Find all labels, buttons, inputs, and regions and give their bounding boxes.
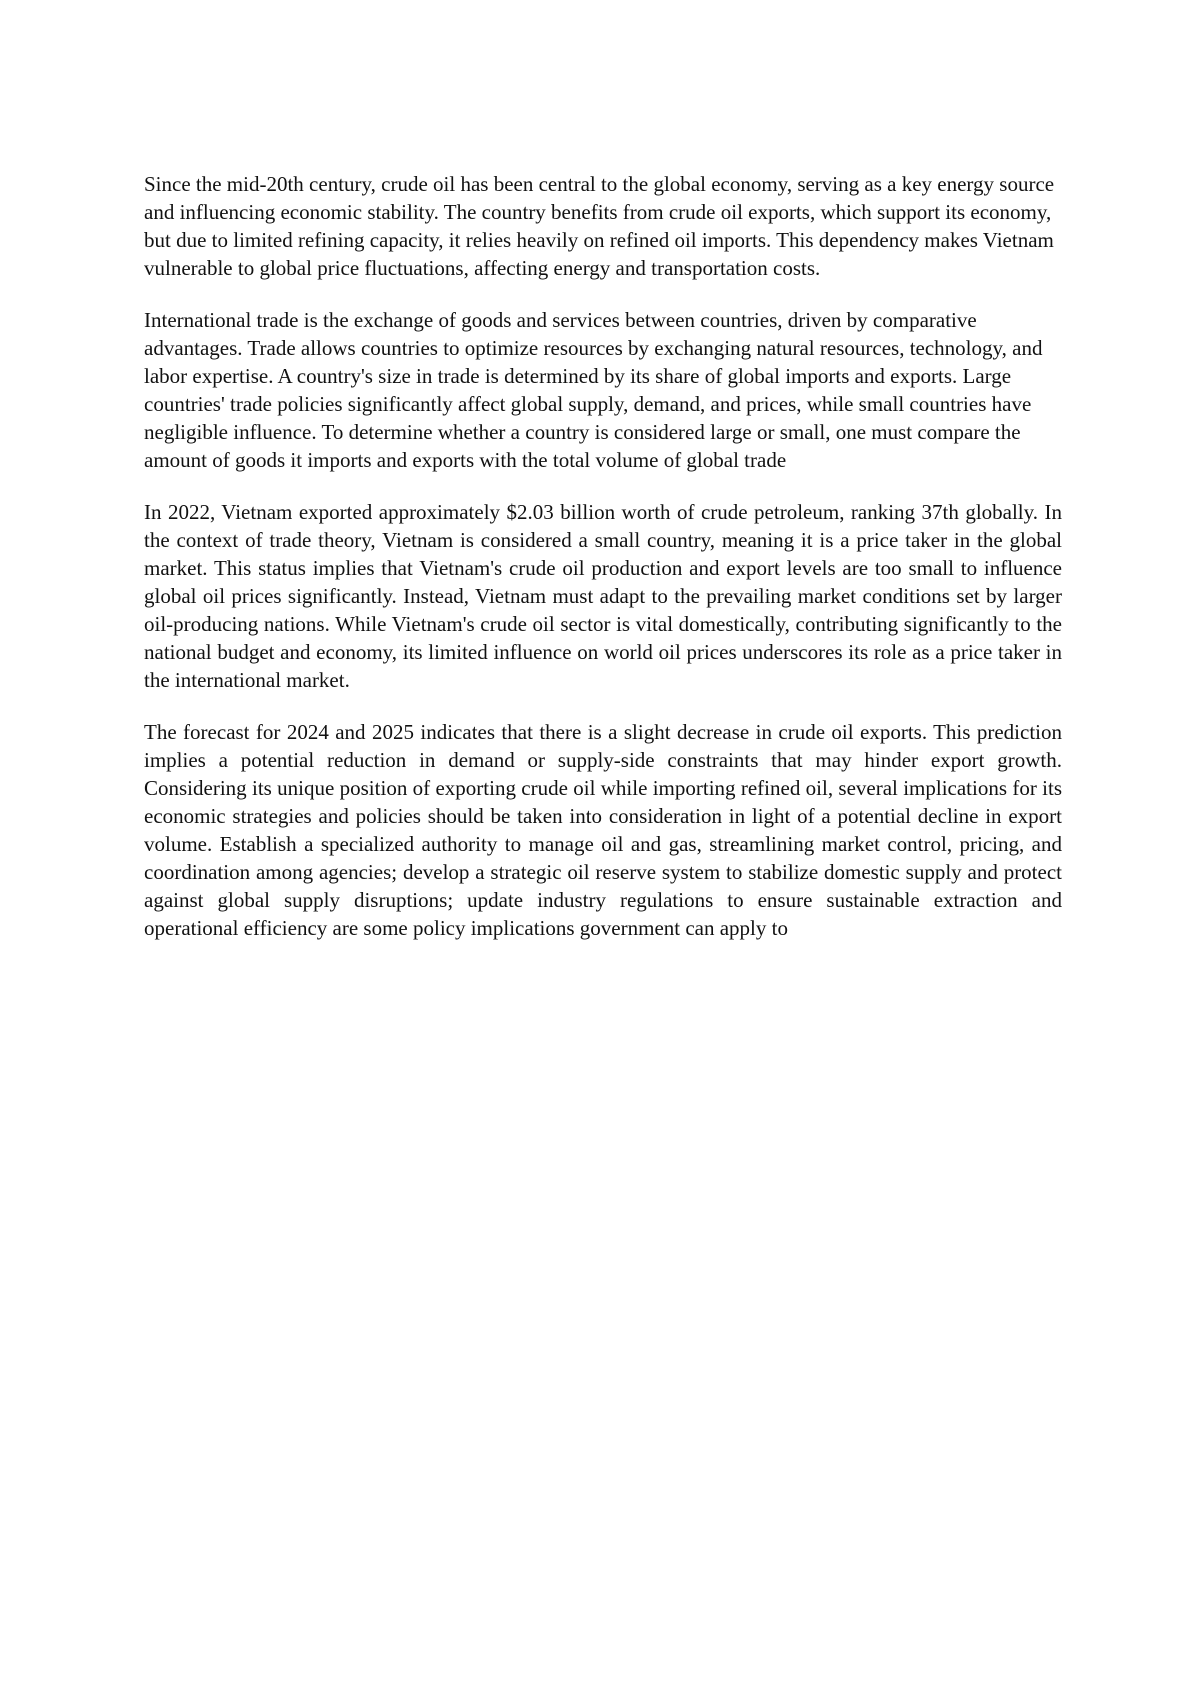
document-body — [144, 170, 1062, 966]
paragraph-vietnam-exports-2022: In 2022, Vietnam exported approximately $2.03 billion worth of crude petroleum, ranking 37th globally. In the context of trade theory, Vietnam is considered a small country, meaning it is a price taker in the global market. This status implies that Vietnam's crude oil production and export levels are too small to influence global oil prices significantly. Instead, Vietnam must adapt to the prevailing market conditions set by larger oil-producing nations. While Vietnam's crude oil sector is vital domestically, contributing significantly to the national budget and economy, its limited influence on world oil prices underscores its role as a price taker in the international market. — [144, 500, 1062, 692]
paragraph-international-trade: International trade is the exchange of goods and services between countries, driven by comparative advantages. Trade allows countries to optimize resources by exchanging natural resources, technology, and labor expertise. A country's size in trade is determined by its share of global imports and exports. Large countries' trade policies significantly affect global supply, demand, and prices, while small countries have negligible influence. To determine whether a country is considered large or small, one must compare the amount of goods it imports and exports with the total volume of global trade — [144, 308, 1043, 472]
paragraph-crude-oil-history: Since the mid-20th century, crude oil has been central to the global economy, serving as a key energy source and influencing economic stability. The country benefits from crude oil exports, which support its economy, but due to limited refining capacity, it relies heavily on refined oil imports. This dependency makes Vietnam vulnerable to global price fluctuations, affecting energy and transportation costs. — [144, 172, 1055, 280]
paragraph-forecast-2024-2025: The forecast for 2024 and 2025 indicates that there is a slight decrease in crude oil exports. This prediction implies a potential reduction in demand or supply-side constraints that may hinder export growth. Considering its unique position of exporting crude oil while importing refined oil, several implications for its economic strategies and policies should be taken into consideration in light of a potential decline in export volume. Establish a specialized authority to manage oil and gas, streamlining market control, pricing, and coordination among agencies; develop a strategic oil reserve system to stabilize domestic supply and protect against global supply disruptions; update industry regulations to ensure sustainable extraction and operational efficiency are some policy implications government can apply to — [144, 720, 1062, 940]
